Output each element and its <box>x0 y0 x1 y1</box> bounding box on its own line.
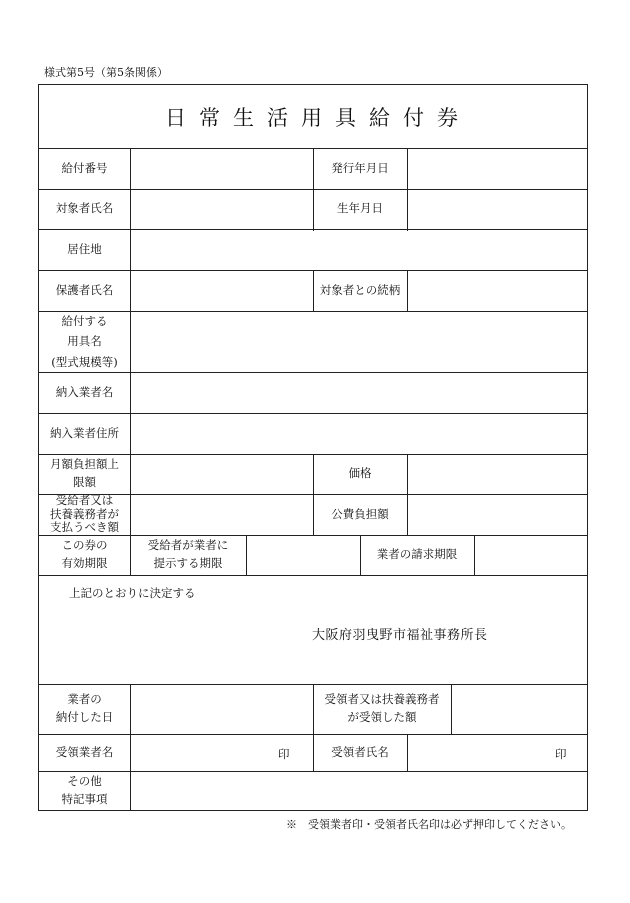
label-recipient-payment: 受給者又は 扶養義務者が 支払うべき額 <box>50 492 119 535</box>
label-presentation-deadline: 受給者が業者に 提示する期限 <box>147 538 229 570</box>
label-receiver-name: 受領者氏名 <box>331 744 389 759</box>
label-guardian-name: 保護者氏名 <box>55 282 114 297</box>
label-payment-number: 給付番号 <box>61 161 108 176</box>
receiver-seal-mark: 印 <box>555 747 567 761</box>
form-title: 日常生活用具給付券 <box>39 85 587 149</box>
label-birth-date: 生年月日 <box>337 201 383 216</box>
benefit-voucher-form <box>38 84 588 811</box>
monthly-cap-field[interactable] <box>131 455 312 494</box>
label-receiving-supplier: 受領業者名 <box>55 744 114 759</box>
label-issue-date: 発行年月日 <box>331 161 389 176</box>
label-residence: 居住地 <box>67 241 102 256</box>
label-relationship: 対象者との続柄 <box>319 282 401 297</box>
other-notes-field[interactable] <box>131 772 587 811</box>
label-monthly-cap: 月額負担額上 限額 <box>50 457 119 489</box>
label-supplier-address: 納入業者住所 <box>50 425 119 440</box>
recipient-payment-field[interactable] <box>131 495 312 535</box>
received-amount-field[interactable] <box>452 685 587 734</box>
guardian-name-field[interactable] <box>131 271 312 311</box>
price-field[interactable] <box>408 455 587 494</box>
label-price: 価格 <box>348 466 372 481</box>
label-equipment-name: 給付する 用具名 (型式規模等) <box>51 314 118 369</box>
row-divider <box>39 575 587 576</box>
subject-name-field[interactable] <box>131 190 312 229</box>
residence-field[interactable] <box>131 230 587 270</box>
delivery-date-field[interactable] <box>131 685 312 734</box>
supplier-address-field[interactable] <box>131 414 587 454</box>
claim-deadline-field[interactable] <box>475 536 587 575</box>
issue-date-field[interactable] <box>408 150 587 189</box>
office-name: 大阪府羽曳野市福祉事務所長 <box>312 628 488 643</box>
label-other-notes: その他 特記事項 <box>61 774 108 806</box>
label-supplier-name: 納入業者名 <box>55 384 114 399</box>
label-validity: この券の 有効期限 <box>61 538 108 570</box>
payment-number-field[interactable] <box>131 150 312 189</box>
supplier-name-field[interactable] <box>131 373 587 413</box>
presentation-deadline-field[interactable] <box>247 536 359 575</box>
footer-note: ※ 受領業者印・受領者氏名印は必ず押印してください。 <box>286 818 572 831</box>
label-subject-name: 対象者氏名 <box>55 201 114 216</box>
birth-date-field[interactable] <box>408 190 587 229</box>
label-delivery-date: 業者の 納付した日 <box>55 692 114 724</box>
form-number: 様式第5号（第5条関係） <box>44 66 168 79</box>
relationship-field[interactable] <box>408 271 587 311</box>
public-burden-field[interactable] <box>408 495 587 535</box>
label-claim-deadline: 業者の請求期限 <box>376 547 458 562</box>
label-received-amount: 受領者又は扶養義務者 が受領した額 <box>324 692 440 724</box>
label-public-burden: 公費負担額 <box>331 506 389 521</box>
equipment-name-field[interactable] <box>131 312 587 372</box>
supplier-seal-mark: 印 <box>278 747 290 761</box>
decision-text: 上記のとおりに決定する <box>69 586 196 600</box>
